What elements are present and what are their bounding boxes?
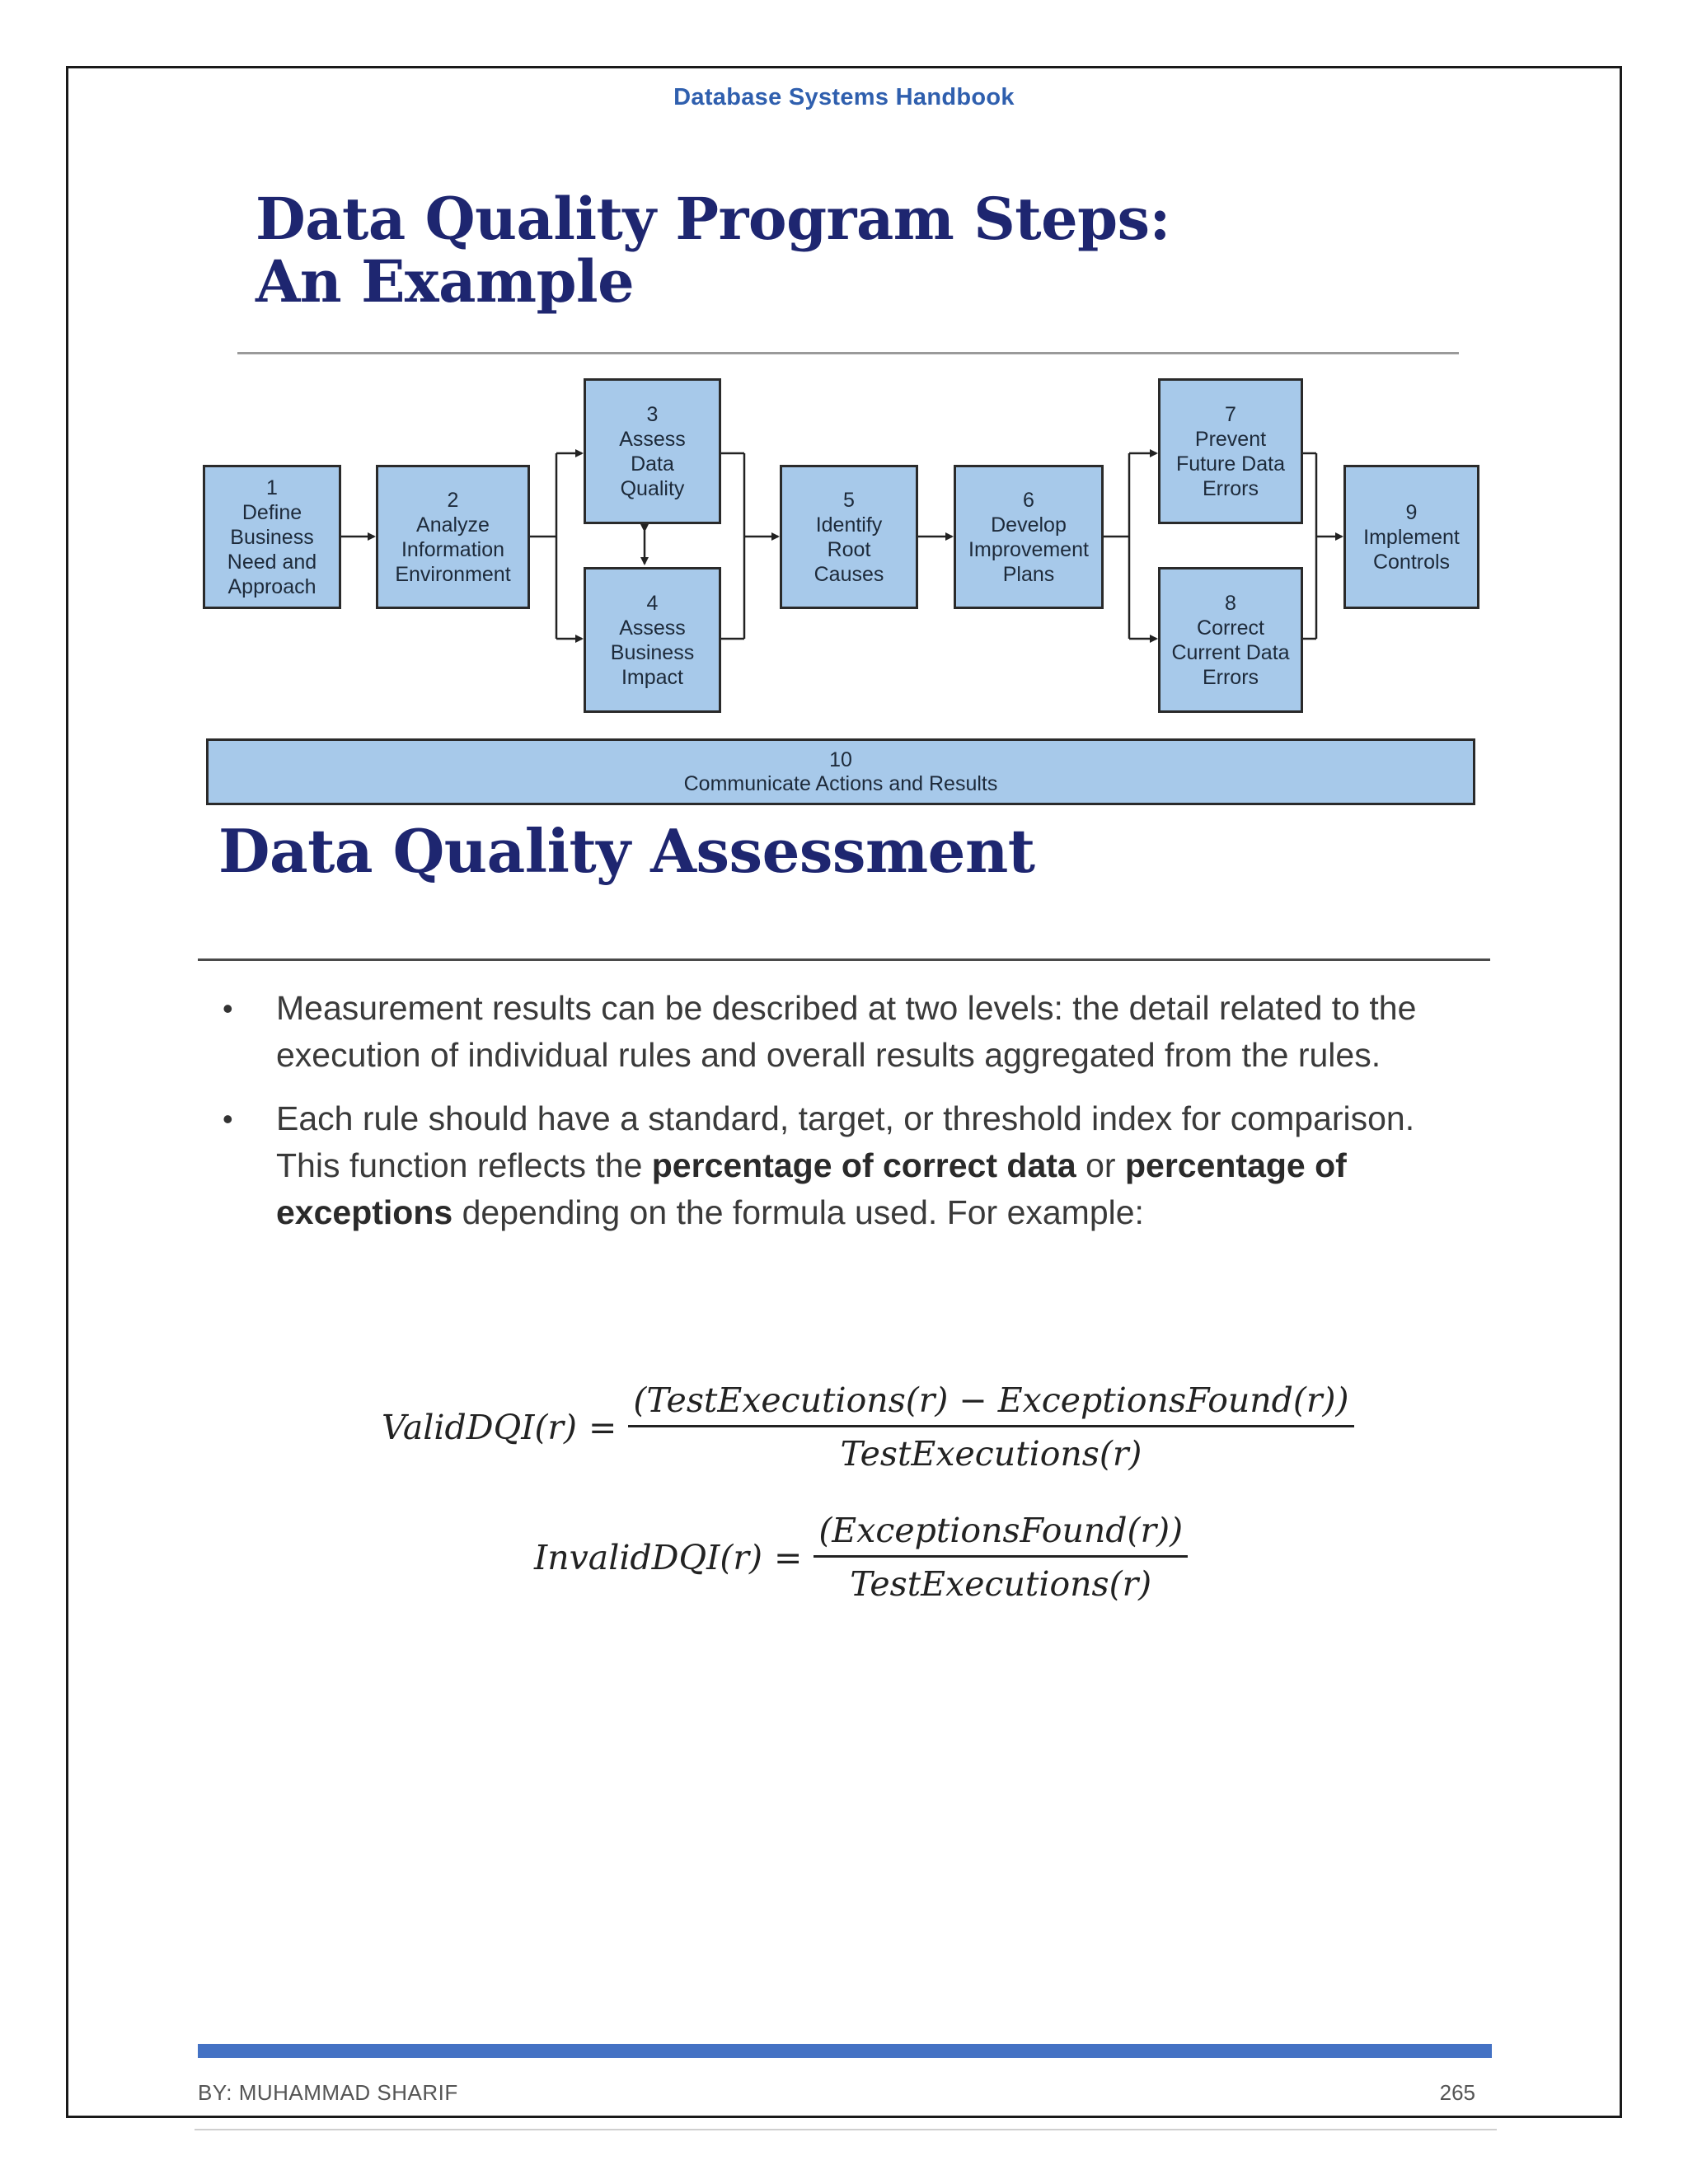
- step-8-box: 8 Correct Current Data Errors: [1158, 567, 1303, 713]
- invalid-dqi-formula: [534, 1511, 1188, 1604]
- section-title: Data Quality Assessment: [218, 816, 1035, 886]
- step-2-box: 2 Analyze Information Environment: [376, 465, 530, 609]
- slide-title-rule: [237, 352, 1459, 354]
- bullet-dot-icon: •: [223, 1102, 233, 1136]
- footer-author: BY: MUHAMMAD SHARIF: [198, 2080, 458, 2105]
- bullet-list: [221, 985, 1482, 1253]
- bullet-2-part-2: or: [1076, 1146, 1125, 1184]
- bullet-item-2: [221, 1095, 1482, 1236]
- invalid-dqi-equals: =: [773, 1537, 803, 1577]
- step-5-box: 5 Identify Root Causes: [780, 465, 918, 609]
- slide-title-line-2: An Example: [256, 247, 635, 316]
- valid-dqi-fraction: [628, 1380, 1353, 1474]
- step-3-box: 3 Assess Data Quality: [584, 378, 721, 524]
- bullet-2-bold-2: percentage of exceptions: [276, 1146, 1347, 1231]
- bullet-item-1: [221, 985, 1482, 1079]
- footer-bar: [198, 2044, 1492, 2058]
- running-header: Database Systems Handbook: [673, 84, 1015, 110]
- slide-title-line-1: Data Quality Program Steps:: [256, 185, 1170, 253]
- bullet-1-text: Measurement results can be described at two levels: the detail related to the execution of individual rules and overall results aggregated from the rules.: [276, 989, 1417, 1074]
- step-1-box: 1 Define Business Need and Approach: [203, 465, 341, 609]
- invalid-dqi-numerator: (ExceptionsFound(r)): [818, 1511, 1184, 1550]
- invalid-dqi-lhs: InvalidDQI(r): [534, 1537, 762, 1577]
- step-10-bar: 10 Communicate Actions and Results: [206, 738, 1475, 805]
- step-4-box: 4 Assess Business Impact: [584, 567, 721, 713]
- valid-dqi-formula: [382, 1380, 1354, 1474]
- valid-dqi-numerator: (TestExecutions(r) − ExceptionsFound(r)): [633, 1380, 1349, 1420]
- step-6-box: 6 Develop Improvement Plans: [954, 465, 1104, 609]
- valid-dqi-lhs: ValidDQI(r): [382, 1407, 578, 1447]
- slide-title: [256, 185, 1170, 316]
- section-rule: [198, 958, 1490, 961]
- invalid-dqi-fraction: [814, 1511, 1188, 1604]
- page-number: 265: [1439, 2080, 1475, 2105]
- bottom-rule: [195, 2129, 1497, 2130]
- bullet-2-part-1: Each rule should have a standard, target, or threshold index for comparison. This function reflects the: [276, 1099, 1415, 1184]
- valid-dqi-equals: =: [588, 1407, 617, 1447]
- bullet-2-part-3: depending on the formula used. For example:: [452, 1193, 1144, 1231]
- bullet-dot-icon: •: [223, 991, 233, 1025]
- step-7-box: 7 Prevent Future Data Errors: [1158, 378, 1303, 524]
- invalid-dqi-denominator: TestExecutions(r): [814, 1555, 1188, 1604]
- bullet-2-text: [276, 1099, 1414, 1231]
- valid-dqi-denominator: TestExecutions(r): [628, 1425, 1353, 1474]
- bullet-2-bold-1: percentage of correct data: [651, 1146, 1076, 1184]
- step-9-box: 9 Implement Controls: [1343, 465, 1479, 609]
